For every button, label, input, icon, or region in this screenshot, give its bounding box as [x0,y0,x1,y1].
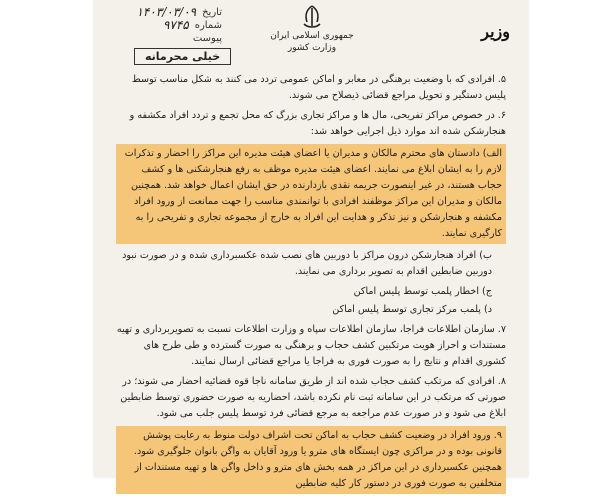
paragraph-6d: د) پلمب مرکز تجاری توسط پلیس اماکن [332,304,492,315]
attachment-row [112,32,222,45]
number-label: شماره [194,20,222,31]
document-title: وزیر [481,22,510,41]
paragraph-6: ۶. در خصوص مراکز تفریحی، مال ها و مراکز تجاری بزرگ که محل تجمع و تردد افراد مکشفه و هنجارشکن شده اند موارد ذیل اجرایی خواهد شد: [129,110,506,137]
ministry-header [244,30,380,54]
paragraph-7: ۷. سازمان اطلاعات فراجا، سازمان اطلاعات سپاه و وزارت اطلاعات نسبت به تصویربرداری و تهیه مستندات و احراز هویت مرتکبین کشف حجاب و برهنگی به صورت گسترده و طی طرح های کشوری اقدام و نتایج را به صورت فوری به فراجا یا مراجع قضائی ارسال نمایند. [116,324,506,367]
number-row [112,19,222,32]
paragraph-5: ۵. افرادی که با وضعیت برهنگی در معابر و اماکن عمومی تردد می کنند به شکل مناسب توسط پلیس دستگیر و تحویل مراجع قضائی ذیصلاح می شوند. [131,74,506,101]
paragraph-8: ۸. افرادی که مرتکب کشف حجاب شده اند از طریق سامانه ناجا قوه قضائیه احضار می شوند؛ در صورتی که مرتکب در این سامانه ثبت نام نکرده باشد، احضاریه به صورت حضوری توسط ضابطین ابلاغ می شود و در صورت عدم مراجعه به مرجع قضائی فرد توسط پلیس جلب می شود. [120,376,506,419]
classification-stamp: خیلی محرمانه [134,48,231,65]
document-meta [112,6,222,45]
document-body [116,72,506,498]
document-page [94,0,528,489]
paragraph-9-highlighted: ۹. ورود افراد در وضعیت کشف حجاب به اماکن تحت اشراف دولت منوط به رعایت پوشش قانونی بوده و در مراکزی چون ایستگاه های مترو یا ورود آقایان به واگن بانوان جلوگیری شود. همچنین عکسبرداری در این مراکز در همه بخش های مترو و داخل واگن ها و تهیه مستندات از متخلفین به صورت فوری در دستور کار کلیه ضابطین [116,426,506,494]
paragraph-6a-highlighted: الف) دادستان های محترم مالکان و مدیران یا اعضای هیئت مدیره این مراکز را احضار و تذکرات لازم را به ایشان ابلاغ می نمایند. اعضای هیئت مدیره موظف به رفع هنجارشکنی ها و کشف حجاب هستند، در غیر اینصورت جریمه نقدی بازدارنده در حق ایشان اعمال خواهد شد. همچنین مالکان و مدیران این مراکز موظفند افرادی با توانمندی مناسب را جهت ممانعت از ورود افراد مکشفه و هنجارشکن و نیز تذکر و هدایت این افراد به خارج از مجموعه تجاری و تفریحی را به کارگیری نمایند. [116,144,506,244]
org-line-1: جمهوری اسلامی ایران [270,31,354,41]
date-label: تاریخ [202,7,222,18]
paragraph-6c: ج) اخطار پلمب توسط پلیس اماکن [353,286,492,297]
attachment-label: پیوست [192,33,222,44]
emblem-icon [292,4,332,30]
org-line-2: وزارت کشور [287,43,337,53]
date-value: ۱۴۰۳/۰۳/۰۹ [136,5,197,19]
number-value: ۹۷۴۵ [162,18,189,32]
paragraph-6b: ب) افراد هنجارشکن درون مراکز با دوربین های نصب شده عکسبرداری شده و در صورت نبود دوربین ضابطین اقدام به تصویر برداری می نمایند. [122,250,492,277]
